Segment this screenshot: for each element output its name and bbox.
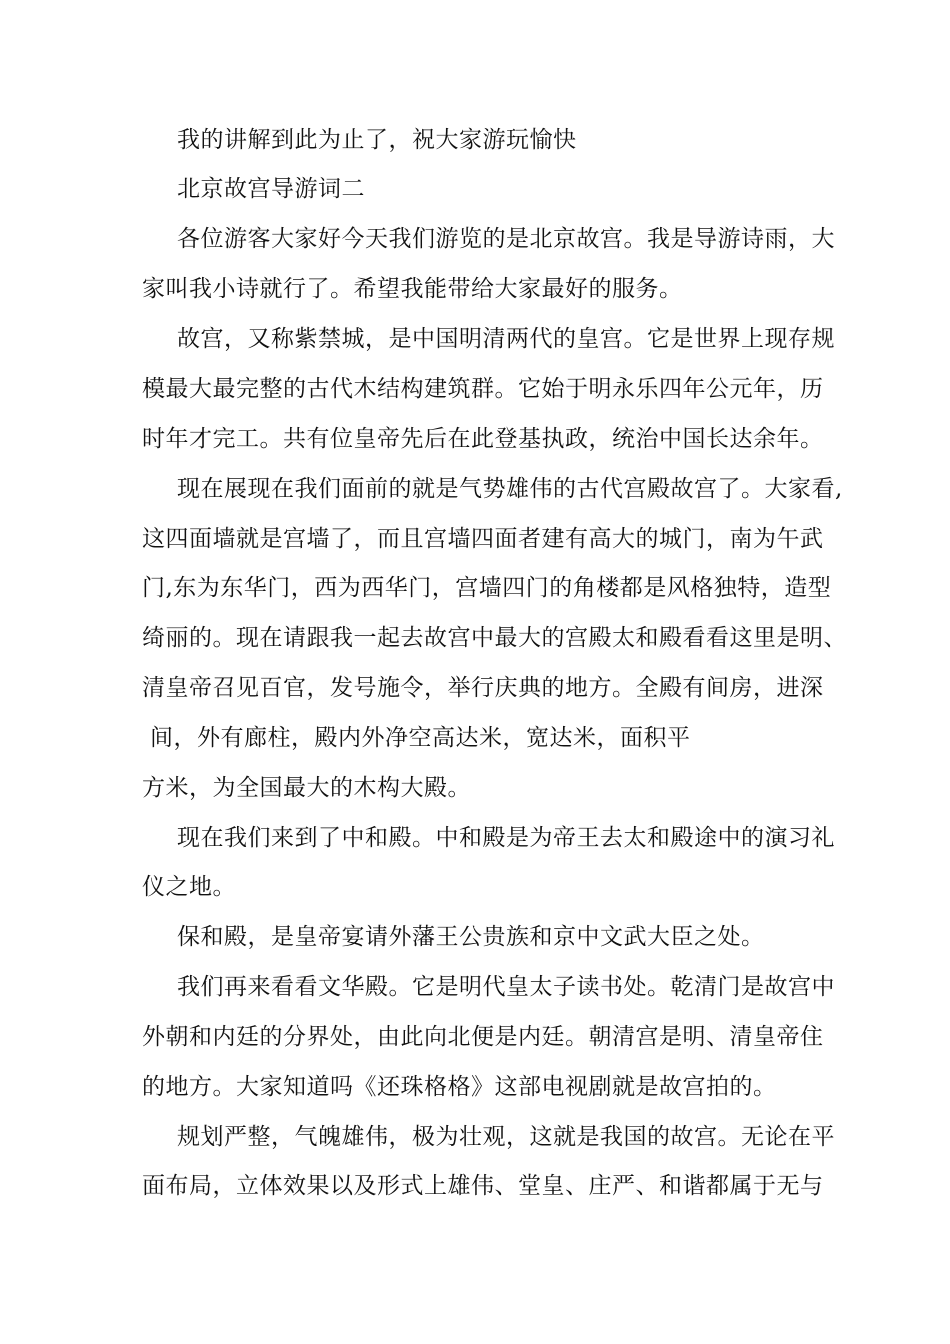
text-line: 时年才完工。共有位皇帝先后在此登基执政，统治中国长达余年。 bbox=[142, 426, 824, 452]
text-line: 模最大最完整的古代木结构建筑群。它始于明永乐四年公元年，历 bbox=[142, 376, 824, 402]
text-line: 面布局，立体效果以及形式上雄伟、堂皇、庄严、和谐都属于无与 bbox=[142, 1173, 824, 1199]
text-line: 间，外有廊柱，殿内外净空高达米，宽达米，面积平 bbox=[150, 725, 691, 751]
text-line: 保和殿，是皇帝宴请外藩王公贵族和京中文武大臣之处。 bbox=[177, 924, 765, 950]
text-line: 方米，为全国最大的木构大殿。 bbox=[142, 775, 471, 801]
text-line: 我的讲解到此为止了，祝大家游玩愉快 bbox=[177, 127, 577, 153]
text-line: 家叫我小诗就行了。希望我能带给大家最好的服务。 bbox=[142, 276, 683, 302]
text-line: 的地方。大家知道吗《还珠格格》这部电视剧就是故宫拍的。 bbox=[142, 1074, 777, 1100]
text-line: 仪之地。 bbox=[142, 874, 236, 900]
text-line: 故宫，又称紫禁城，是中国明清两代的皇宫。它是世界上现存规 bbox=[177, 326, 835, 352]
text-line: 清皇帝召见百官，发号施令，举行庆典的地方。全殿有间房，进深 bbox=[142, 675, 824, 701]
text-line: 外朝和内廷的分界处，由此向北便是内廷。朝清宫是明、清皇帝住 bbox=[142, 1024, 824, 1050]
text-line: 门,东为东华门，西为西华门，宫墙四门的角楼都是风格独特，造型 bbox=[142, 575, 832, 601]
section-title: 北京故宫导游词二 bbox=[177, 176, 365, 202]
text-line: 各位游客大家好今天我们游览的是北京故宫。我是导游诗雨，大 bbox=[177, 226, 835, 252]
text-line: 规划严整，气魄雄伟，极为壮观，这就是我国的故宫。无论在平 bbox=[177, 1124, 835, 1150]
text-line: 绮丽的。现在请跟我一起去故宫中最大的宫殿太和殿看看这里是明、 bbox=[142, 625, 847, 651]
text-line: 我们再来看看文华殿。它是明代皇太子读书处。乾清门是故宫中 bbox=[177, 974, 835, 1000]
text-line: 这四面墙就是宫墙了，而且宫墙四面者建有高大的城门，南为午武 bbox=[142, 526, 824, 552]
text-line: 现在展现在我们面前的就是气势雄伟的古代宫殿故宫了。大家看, bbox=[177, 476, 843, 502]
text-line: 现在我们来到了中和殿。中和殿是为帝王去太和殿途中的演习礼 bbox=[177, 825, 835, 851]
